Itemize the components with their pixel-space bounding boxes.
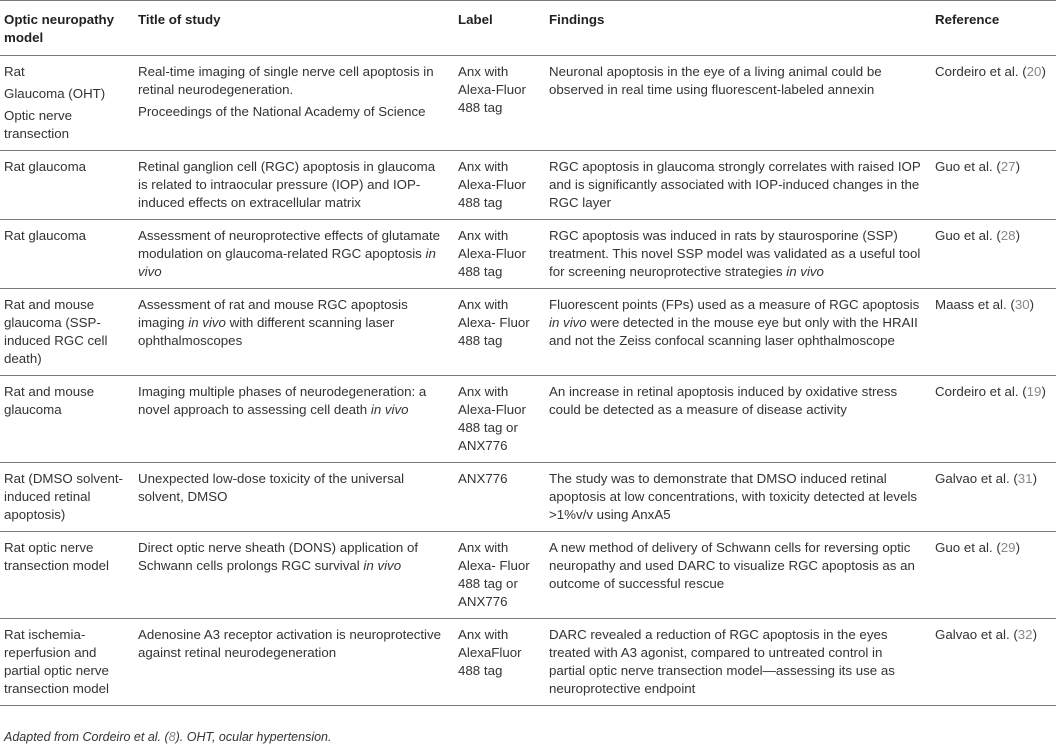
table-row bbox=[0, 532, 1056, 619]
header-row bbox=[0, 1, 1056, 56]
cell-label: Anx with Alexa- Fluor 488 tag bbox=[458, 289, 547, 376]
title-text: Real-time imaging of single nerve cell apoptosis in retinal neurodegeneration. bbox=[138, 64, 434, 97]
title-text: Adenosine A3 receptor activation is neuroprotective against retinal neurodegeneration bbox=[138, 627, 442, 660]
cell-reference bbox=[934, 56, 1056, 151]
cell-findings bbox=[547, 532, 934, 619]
model-line: Rat optic nerve transection model bbox=[4, 540, 109, 573]
reference-number: 30 bbox=[1014, 297, 1030, 312]
cell-reference bbox=[934, 220, 1056, 289]
table-header bbox=[0, 1, 1056, 56]
reference-close: ) bbox=[1029, 297, 1035, 312]
cell-label: Anx with Alexa- Fluor 488 tag or ANX776 bbox=[458, 532, 547, 619]
title-text: Retinal ganglion cell (RGC) apoptosis in glaucoma is related to intraocular pressure (IOP) and IOP-induced effects on extracellular matrix bbox=[138, 159, 436, 210]
cell-reference bbox=[934, 151, 1056, 220]
footnote-text-pre: Adapted from Cordeiro et al. ( bbox=[4, 730, 169, 744]
title-text: in vivo bbox=[138, 246, 436, 279]
model-line: Glaucoma (OHT) bbox=[4, 86, 106, 101]
title-paragraph bbox=[138, 383, 444, 419]
cell-model bbox=[0, 532, 137, 619]
title-paragraph bbox=[138, 539, 444, 575]
model-line: Optic nerve transection bbox=[4, 108, 72, 141]
table-row bbox=[0, 376, 1056, 463]
findings-text: in vivo bbox=[549, 315, 587, 330]
title-text: in vivo bbox=[188, 315, 226, 330]
reference-author: Galvao et al. ( bbox=[935, 471, 1018, 486]
title-paragraph bbox=[138, 63, 444, 99]
model-line: Rat bbox=[4, 64, 25, 79]
title-paragraph bbox=[138, 158, 444, 212]
reference-close: ) bbox=[1015, 159, 1021, 174]
cell-model bbox=[0, 463, 137, 532]
title-text: Imaging multiple phases of neurodegeneration: a novel approach to assessing cell death bbox=[138, 384, 427, 417]
title-paragraph bbox=[138, 626, 444, 662]
cell-label: Anx with AlexaFluor 488 tag bbox=[458, 619, 547, 706]
reference-close: ) bbox=[1015, 540, 1021, 555]
cell-model bbox=[0, 220, 137, 289]
footnote-text-post: ). OHT, ocular hypertension. bbox=[175, 730, 332, 744]
header-label: Label bbox=[458, 1, 547, 56]
cell-reference bbox=[934, 289, 1056, 376]
cell-title bbox=[137, 151, 458, 220]
cell-title bbox=[137, 289, 458, 376]
reference-number: 28 bbox=[1000, 228, 1016, 243]
model-line: Rat and mouse glaucoma bbox=[4, 384, 95, 417]
title-text: Assessment of neuroprotective effects of glutamate modulation on glaucoma-related RGC apoptosis bbox=[138, 228, 441, 261]
table-row bbox=[0, 56, 1056, 151]
findings-text: were detected in the mouse eye but only with the HRAII and not the Zeiss confocal scanning laser ophthalmoscope bbox=[549, 315, 918, 348]
cell-findings bbox=[547, 463, 934, 532]
cell-title bbox=[137, 220, 458, 289]
reference-author: Maass et al. ( bbox=[935, 297, 1015, 312]
table-body bbox=[0, 56, 1056, 706]
cell-model bbox=[0, 151, 137, 220]
table-row bbox=[0, 463, 1056, 532]
title-text: in vivo bbox=[370, 402, 409, 417]
cell-findings bbox=[547, 56, 934, 151]
cell-findings bbox=[547, 619, 934, 706]
model-line: Rat (DMSO solvent-induced retinal apoptosis) bbox=[4, 471, 123, 522]
findings-text: RGC apoptosis in glaucoma strongly correlates with raised IOP and is significantly associated with IOP-induced changes in the RGC layer bbox=[549, 159, 921, 210]
findings-text: in vivo bbox=[786, 264, 824, 279]
findings-text: A new method of delivery of Schwann cells for reversing optic neuropathy and used DARC to visualize RGC apoptosis as an outcome of successful rescue bbox=[549, 540, 915, 591]
reference-number: 32 bbox=[1017, 627, 1033, 642]
model-line: Rat and mouse glaucoma (SSP-induced RGC cell death) bbox=[4, 297, 108, 366]
title-paragraph bbox=[138, 296, 444, 350]
cell-label: ANX776 bbox=[458, 463, 547, 532]
cell-model bbox=[0, 289, 137, 376]
cell-reference bbox=[934, 619, 1056, 706]
model-line: Rat ischemia-reperfusion and partial optic nerve transection model bbox=[4, 627, 109, 696]
title-paragraph bbox=[138, 470, 444, 506]
cell-title bbox=[137, 619, 458, 706]
findings-text: An increase in retinal apoptosis induced by oxidative stress could be detected as a measure of disease activity bbox=[549, 384, 898, 417]
reference-close: ) bbox=[1032, 627, 1038, 642]
cell-title bbox=[137, 532, 458, 619]
cell-title bbox=[137, 376, 458, 463]
table-row bbox=[0, 619, 1056, 706]
model-line: Rat glaucoma bbox=[4, 228, 87, 243]
header-title-of-study: Title of study bbox=[137, 1, 458, 56]
findings-text: RGC apoptosis was induced in rats by staurosporine (SSP) treatment. This novel SSP model was validated as a useful tool for screening neuroprotective strategies bbox=[549, 228, 921, 279]
cell-title bbox=[137, 463, 458, 532]
reference-author: Guo et al. ( bbox=[935, 159, 1001, 174]
findings-text: The study was to demonstrate that DMSO induced retinal apoptosis at low concentrations, with toxicity detected at levels >1%v/v using AnxA5 bbox=[549, 471, 918, 522]
title-text: in vivo bbox=[363, 558, 402, 573]
cell-model bbox=[0, 376, 137, 463]
table-row bbox=[0, 151, 1056, 220]
title-text: Assessment of rat and mouse RGC apoptosis imaging bbox=[138, 297, 408, 330]
findings-text: DARC revealed a reduction of RGC apoptosis in the eyes treated with A3 agonist, compared to untreated control in partial optic nerve transection model—assessing its use as neuroprotective endpoint bbox=[549, 627, 895, 696]
footnote-reference-number: 8 bbox=[168, 730, 176, 744]
title-paragraph bbox=[138, 227, 444, 281]
reference-number: 27 bbox=[1000, 159, 1016, 174]
findings-text: Fluorescent points (FPs) used as a measure of RGC apoptosis bbox=[549, 297, 920, 312]
reference-number: 19 bbox=[1026, 384, 1042, 399]
cell-reference bbox=[934, 376, 1056, 463]
reference-close: ) bbox=[1041, 64, 1046, 79]
reference-author: Galvao et al. ( bbox=[935, 627, 1018, 642]
header-findings: Findings bbox=[547, 1, 934, 56]
title-text: Unexpected low-dose toxicity of the universal solvent, DMSO bbox=[138, 471, 405, 504]
cell-reference bbox=[934, 532, 1056, 619]
reference-author: Cordeiro et al. ( bbox=[935, 384, 1027, 399]
cell-label: Anx with Alexa-Fluor 488 tag or ANX776 bbox=[458, 376, 547, 463]
findings-text: Neuronal apoptosis in the eye of a living animal could be observed in real time using fluorescent-labeled annexin bbox=[549, 64, 882, 97]
table-row bbox=[0, 220, 1056, 289]
title-text: Proceedings of the National Academy of Science bbox=[138, 104, 426, 119]
cell-reference bbox=[934, 463, 1056, 532]
title-text: with different scanning laser ophthalmoscopes bbox=[138, 315, 395, 348]
title-text: Direct optic nerve sheath (DONS) application of Schwann cells prolongs RGC survival bbox=[138, 540, 419, 573]
reference-close: ) bbox=[1032, 471, 1038, 486]
cell-model bbox=[0, 619, 137, 706]
reference-author: Guo et al. ( bbox=[935, 540, 1001, 555]
cell-title bbox=[137, 56, 458, 151]
cell-model bbox=[0, 56, 137, 151]
reference-number: 20 bbox=[1026, 64, 1042, 79]
reference-author: Cordeiro et al. ( bbox=[935, 64, 1027, 79]
reference-close: ) bbox=[1015, 228, 1021, 243]
header-optic-neuropathy-model: Optic neuropathy model bbox=[0, 1, 137, 56]
cell-findings bbox=[547, 289, 934, 376]
cell-findings bbox=[547, 151, 934, 220]
cell-label: Anx with Alexa-Fluor 488 tag bbox=[458, 220, 547, 289]
reference-number: 31 bbox=[1017, 471, 1033, 486]
cell-label: Anx with Alexa-Fluor 488 tag bbox=[458, 56, 547, 151]
table-row bbox=[0, 289, 1056, 376]
cell-label: Anx with Alexa-Fluor 488 tag bbox=[458, 151, 547, 220]
reference-author: Guo et al. ( bbox=[935, 228, 1001, 243]
model-line: Rat glaucoma bbox=[4, 159, 87, 174]
cell-findings bbox=[547, 376, 934, 463]
header-reference: Reference bbox=[934, 1, 1056, 56]
table-footnote bbox=[4, 730, 331, 744]
cell-findings bbox=[547, 220, 934, 289]
reference-number: 29 bbox=[1000, 540, 1016, 555]
reference-close: ) bbox=[1041, 384, 1046, 399]
title-paragraph bbox=[138, 103, 444, 121]
